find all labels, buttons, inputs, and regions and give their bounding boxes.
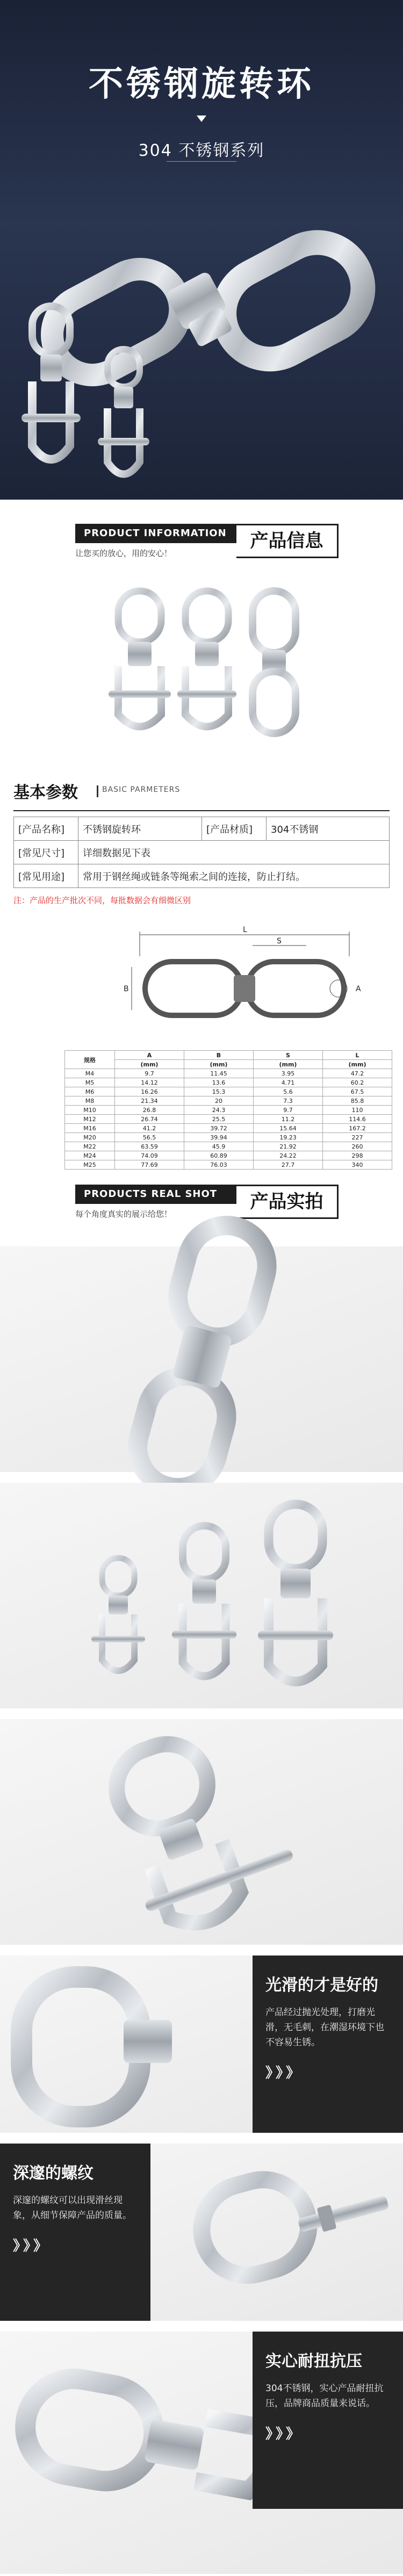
basic-parameters-subtitle: BASIC PARMETERS (102, 785, 181, 794)
spec-value-cell: 4.71 (253, 1078, 322, 1087)
section-tagline: 让您买的放心，用的安心！ (75, 549, 172, 558)
swivel-shackle-medium-image (91, 344, 156, 494)
spec-size-cell: M16 (65, 1124, 115, 1133)
section-header-en: PRODUCT INFORMATION (75, 524, 236, 543)
table-row (14, 841, 390, 864)
spec-value-cell: 56.5 (114, 1133, 184, 1142)
section-header-cn: 产品实拍 (236, 1185, 339, 1219)
param-label: [产品名称] (14, 817, 78, 841)
spec-size-cell: M20 (65, 1133, 115, 1142)
spec-size-cell: M6 (65, 1087, 115, 1096)
table-row (65, 1115, 392, 1124)
basic-parameters-title: 基本参数 (13, 783, 78, 802)
spec-value-cell: 60.2 (322, 1078, 392, 1087)
spec-value-cell: 167.2 (322, 1124, 392, 1133)
spec-unit: (mm) (253, 1060, 322, 1069)
param-value: 详细数据见下表 (78, 841, 390, 864)
spec-value-cell: 41.2 (114, 1124, 184, 1133)
spec-value-cell: 7.3 (253, 1096, 322, 1106)
spec-header: S (253, 1051, 322, 1060)
spec-value-cell: 20 (184, 1096, 253, 1106)
section-tagline: 每个角度真实的展示给您！ (75, 1209, 172, 1219)
spec-value-cell: 63.59 (114, 1142, 184, 1151)
table-row (14, 817, 390, 841)
hero-title: 不锈钢旋转环 (89, 64, 314, 104)
dim-label-A: A (356, 985, 361, 993)
product-photo (0, 1483, 403, 1708)
spec-unit: (mm) (322, 1060, 392, 1069)
spec-size-cell: M12 (65, 1115, 115, 1124)
dim-label-S: S (277, 937, 282, 946)
table-row (65, 1151, 392, 1160)
hero-banner (0, 0, 403, 500)
param-value: 304不锈钢 (267, 817, 390, 841)
param-label: [产品材质] (202, 817, 267, 841)
spec-value-cell: 21.92 (253, 1142, 322, 1151)
spec-value-cell: 5.6 (253, 1087, 322, 1096)
spec-header-row (65, 1051, 392, 1060)
spec-value-cell: 47.2 (322, 1069, 392, 1078)
chevrons-icon: 》》》 (265, 2426, 304, 2442)
product-photo (0, 1719, 403, 1945)
spec-header: 规格 (65, 1051, 115, 1069)
spec-value-cell: 39.72 (184, 1124, 253, 1133)
table-row (65, 1106, 392, 1115)
product-information-section (0, 500, 403, 1168)
dim-label-B: B (124, 985, 129, 993)
spec-size-cell: M5 (65, 1078, 115, 1087)
spec-value-cell: 14.12 (114, 1078, 184, 1087)
hero-subtitle: 304 不锈钢系列 (138, 141, 265, 160)
spec-value-cell: 25.5 (184, 1115, 253, 1124)
spec-header: B (184, 1051, 253, 1060)
down-arrow-icon (197, 116, 206, 122)
spec-size-cell: M24 (65, 1151, 115, 1160)
spec-size-cell: M22 (65, 1142, 115, 1151)
spec-value-cell: 85.8 (322, 1096, 392, 1106)
chevrons-icon: 》》》 (13, 2238, 51, 2254)
batch-note: 注：产品的生产批次不同，每批数据会有细微区别 (13, 896, 191, 905)
spec-value-cell: 45.9 (184, 1142, 253, 1151)
feature-title: 深邃的螺纹 (13, 2164, 93, 2183)
spec-value-cell: 27.7 (253, 1160, 322, 1170)
spec-value-cell: 11.45 (184, 1069, 253, 1078)
spec-value-cell: 9.7 (253, 1106, 322, 1115)
param-label: [常见尺寸] (14, 841, 78, 864)
dim-label-L: L (243, 926, 247, 934)
feature-card-thread (0, 2144, 150, 2321)
spec-value-cell: 114.6 (322, 1115, 392, 1124)
spec-value-cell: 39.94 (184, 1133, 253, 1142)
spec-value-cell: 260 (322, 1142, 392, 1151)
spec-size-cell: M4 (65, 1069, 115, 1078)
spec-value-cell: 110 (322, 1106, 392, 1115)
spec-value-cell: 26.8 (114, 1106, 184, 1115)
table-row (65, 1069, 392, 1078)
swivel-shackle-small-image (11, 301, 91, 484)
real-shot-section (0, 1160, 403, 2574)
spec-header: A (114, 1051, 184, 1060)
product-lineup-image (107, 580, 306, 741)
parameters-table (13, 817, 390, 888)
spec-table (64, 1050, 392, 1170)
table-row (65, 1142, 392, 1151)
spec-value-cell: 3.95 (253, 1069, 322, 1078)
spec-value-cell: 15.3 (184, 1087, 253, 1096)
param-value: 常用于钢丝绳或链条等绳索之间的连接，防止打结。 (78, 864, 390, 888)
section-header-cn: 产品信息 (236, 524, 339, 558)
table-row (14, 864, 390, 888)
spec-unit: (mm) (114, 1060, 184, 1069)
feature-title: 光滑的才是好的 (265, 1976, 378, 1995)
chevrons-icon: 》》》 (265, 2065, 304, 2081)
section-header-en: PRODUCTS REAL SHOT (75, 1185, 236, 1204)
feature-description: 产品经过抛光处理，打磨光滑，无毛刺，在潮湿环境下也不容易生锈。 (265, 2007, 384, 2048)
spec-value-cell: 77.69 (114, 1160, 184, 1170)
spec-value-cell: 11.2 (253, 1115, 322, 1124)
table-row (65, 1124, 392, 1133)
spec-unit: (mm) (184, 1060, 253, 1069)
table-row (65, 1087, 392, 1096)
spec-value-cell: 26.74 (114, 1115, 184, 1124)
spec-value-cell: 67.5 (322, 1087, 392, 1096)
spec-value-cell: 9.7 (114, 1069, 184, 1078)
spec-value-cell: 16.26 (114, 1087, 184, 1096)
spec-value-cell: 24.3 (184, 1106, 253, 1115)
product-photo (0, 1246, 403, 1472)
feature-card-smooth (253, 1956, 403, 2133)
spec-value-cell: 24.22 (253, 1151, 322, 1160)
table-row (65, 1133, 392, 1142)
spec-value-cell: 60.89 (184, 1151, 253, 1160)
feature-description: 深邃的螺纹可以出现滑丝现象，从细节保障产品的质量。 (13, 2195, 132, 2221)
feature-title: 实心耐扭抗压 (265, 2352, 362, 2371)
spec-value-cell: 298 (322, 1151, 392, 1160)
section-header (75, 524, 339, 561)
feature-description: 304不锈钢，实心产品耐扭抗压，品牌商品质量来说话。 (265, 2383, 384, 2409)
spec-size-cell: M8 (65, 1096, 115, 1106)
spec-value-cell: 13.6 (184, 1078, 253, 1087)
table-row (65, 1096, 392, 1106)
spec-header: L (322, 1051, 392, 1060)
spec-value-cell: 76.03 (184, 1160, 253, 1170)
section-header (75, 1185, 339, 1222)
spec-value-cell: 74.09 (114, 1151, 184, 1160)
spec-value-cell: 15.64 (253, 1124, 322, 1133)
table-row (65, 1078, 392, 1087)
dimension-diagram (124, 924, 371, 1031)
spec-size-cell: M25 (65, 1160, 115, 1170)
spec-value-cell: 19.23 (253, 1133, 322, 1142)
param-label: [常见用途] (14, 864, 78, 888)
spec-value-cell: 340 (322, 1160, 392, 1170)
feature-card-solid (253, 2332, 403, 2509)
spec-value-cell: 227 (322, 1133, 392, 1142)
spec-size-cell: M10 (65, 1106, 115, 1115)
spec-value-cell: 21.34 (114, 1096, 184, 1106)
param-value: 不锈钢旋转环 (78, 817, 202, 841)
